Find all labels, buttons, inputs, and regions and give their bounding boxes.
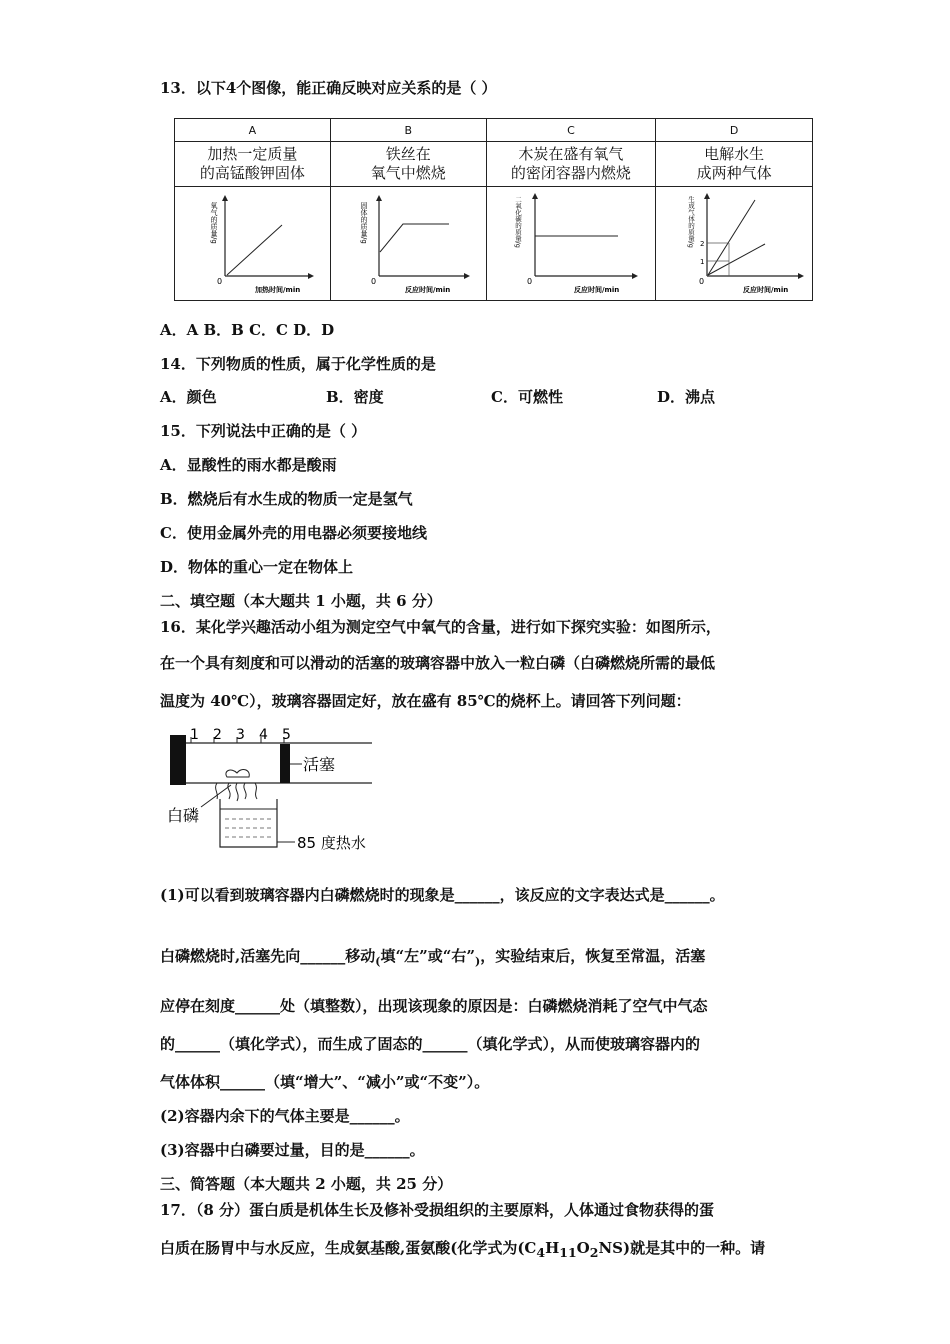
q13-options: A．A B．B C．C D．D <box>160 321 335 339</box>
col-b-letter: B <box>330 119 486 142</box>
graph-d <box>659 190 809 298</box>
graph-a-xlabel: 加热时间/min <box>255 285 301 294</box>
q16-part3: (3)容器中白磷要过量，目的是______。 <box>160 1141 425 1159</box>
q15-option-d: D．物体的重心一定在物体上 <box>160 558 354 576</box>
scale-4: 4 <box>259 727 268 743</box>
graph-c-origin: 0 <box>526 276 533 286</box>
graph-b-origin: 0 <box>371 276 377 286</box>
phosphorus-label: 白磷 <box>167 806 200 825</box>
q17-line2: 白质在肠胃中与水反应，生成氨基酸,蛋氨酸(化学式为$(C_4H_{11}O_2NS)$就是其中的一种。请 <box>160 1239 766 1260</box>
graph-d-tick-1: 1 <box>700 257 705 266</box>
col-b-caption: 铁丝在 氧气中燃烧 <box>330 142 486 187</box>
q15-option-c: C．使用金属外壳的用电器必须要接地线 <box>160 524 427 542</box>
q14-option-d: D．沸点 <box>657 388 716 406</box>
scale-3: 3 <box>236 727 245 743</box>
graph-b <box>343 190 473 298</box>
graph-c-ylabel: 二氧化碳的质量/g <box>513 195 522 248</box>
col-d-letter: D <box>656 119 813 142</box>
graph-a-origin: 0 <box>217 276 223 286</box>
col-c-caption: 木炭在盛有氧气 的密闭容器内燃烧 <box>486 142 656 187</box>
graph-d-xlabel: 反应时间/min <box>743 285 789 294</box>
graph-d-ylabel: 生成气体的质量/g <box>687 195 696 248</box>
col-d-caption: 电解水生 成两种气体 <box>656 142 813 187</box>
graph-c <box>501 190 641 298</box>
q16-part1-line5: 气体体积______（填“增大”、“减小”或“不变”）。 <box>160 1073 490 1091</box>
q14-option-a: A．颜色 <box>160 388 217 406</box>
scale-5: 5 <box>282 727 291 743</box>
q16-line3: 温度为 40℃），玻璃容器固定好，放在盛有 85℃的烧杯上。请回答下列问题： <box>160 692 691 710</box>
section3-heading: 三、简答题（本大题共 2 小题，共 25 分） <box>160 1175 453 1193</box>
q16-part1-line4: 的______（填化学式），而生成了固态的______（填化学式），从而使玻璃容器内的 <box>160 1035 701 1053</box>
q16-part1-line3: 应停在刻度______处（填整数），出现该现象的原因是：白磷燃烧消耗了空气中气态 <box>160 997 708 1015</box>
q17-line1: 17．（8 分）蛋白质是机体生长及修补受损组织的主要原料，人体通过食物获得的蛋 <box>160 1201 715 1219</box>
graph-d-tick-2: 2 <box>700 239 705 248</box>
graph-b-xlabel: 反应时间/min <box>405 285 451 294</box>
q16-part1-line2: 白磷燃烧时,活塞先向______移动$_($填“左”或“右$”_)$，实验结束后，恢复至常温，活塞 <box>160 947 706 968</box>
q15-option-b: B．燃烧后有水生成的物质一定是氢气 <box>160 490 413 508</box>
q16-line2: 在一个具有刻度和可以滑动的活塞的玻璃容器中放入一粒白磷（白磷燃烧所需的最低 <box>160 654 716 672</box>
q15-option-a: A．显酸性的雨水都是酸雨 <box>160 456 337 474</box>
q16-part1: (1)可以看到玻璃容器内白磷燃烧时的现象是______，该反应的文字表达式是______。 <box>160 886 725 904</box>
q16-part2: (2)容器内余下的气体主要是______。 <box>160 1107 410 1125</box>
q16-line1: 16．某化学兴趣活动小组为测定空气中氧气的含量，进行如下探究实验：如图所示， <box>160 618 721 636</box>
section2-heading: 二、填空题（本大题共 1 小题，共 6 分） <box>160 592 442 610</box>
col-c-letter: C <box>486 119 656 142</box>
graph-c-xlabel: 反应时间/min <box>573 285 620 294</box>
graph-b-ylabel: 固体的质量/g <box>360 201 369 244</box>
col-a-caption: 加热一定质量 的高锰酸钾固体 <box>175 142 331 187</box>
piston-label: 活塞 <box>303 755 336 774</box>
q13-graph-table <box>174 118 813 301</box>
q14-option-c: C．可燃性 <box>491 388 563 406</box>
apparatus-figure <box>167 727 397 857</box>
q14-option-b: B．密度 <box>326 388 384 406</box>
graph-a <box>187 190 317 298</box>
scale-1: 1 <box>190 727 199 743</box>
piston <box>280 744 290 783</box>
graph-d-origin: 0 <box>699 276 705 286</box>
graph-a-ylabel: 氧气的质量/g <box>210 201 219 244</box>
q14-stem: 14．下列物质的性质，属于化学性质的是 <box>160 355 436 373</box>
col-a-letter: A <box>175 119 331 142</box>
q15-stem: 15．下列说法中正确的是（ ） <box>160 422 367 440</box>
q13-stem: 13．以下4个图像，能正确反映对应关系的是（ ） <box>160 79 497 97</box>
water-label: 85 度热水 <box>297 834 366 852</box>
scale-2: 2 <box>213 727 222 743</box>
